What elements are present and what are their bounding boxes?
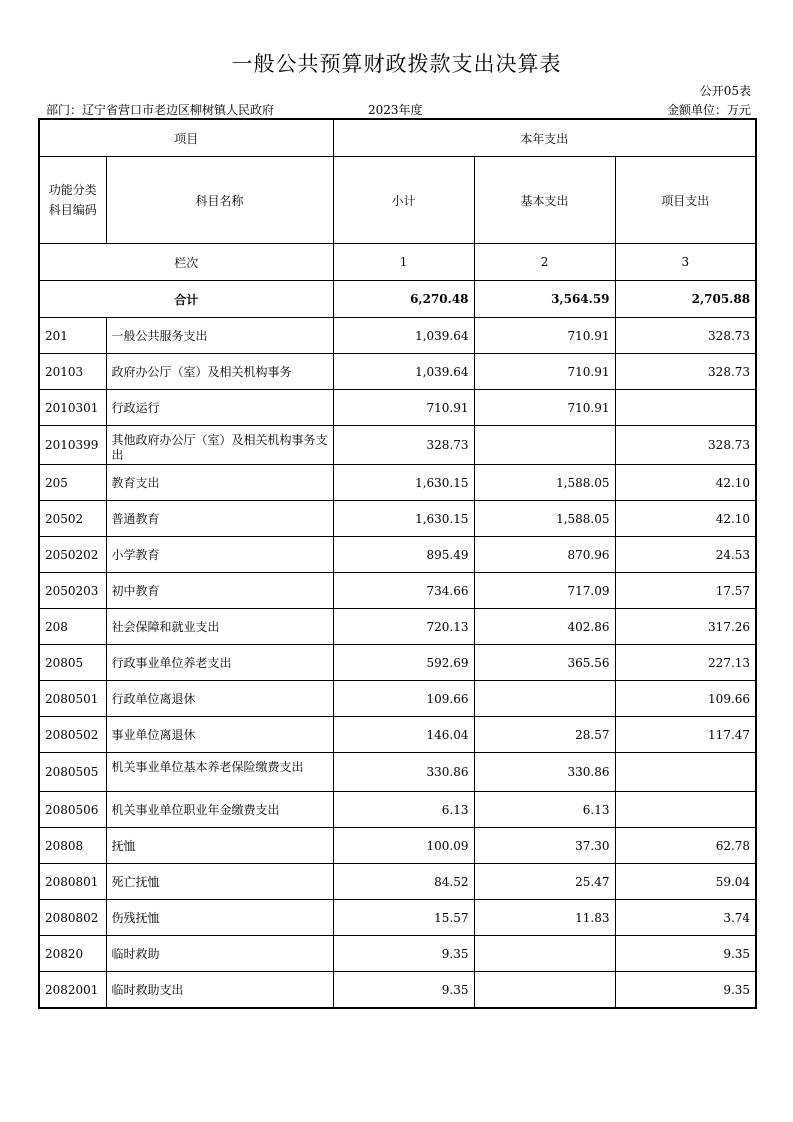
- column-3: 3: [615, 244, 756, 281]
- row-code: 2080501: [39, 681, 106, 717]
- row-project: 24.53: [615, 537, 756, 573]
- table-row: [39, 972, 756, 1009]
- column-1: 1: [333, 244, 474, 281]
- department-label: 部门：辽宁省营口市老边区柳树镇人民政府: [46, 103, 275, 117]
- row-project: 3.74: [615, 900, 756, 936]
- row-code: 208: [39, 609, 106, 645]
- row-subtotal: 592.69: [333, 645, 474, 681]
- row-name: 事业单位离退休: [106, 717, 333, 753]
- row-project: 9.35: [615, 972, 756, 1009]
- row-project: 117.47: [615, 717, 756, 753]
- row-code: 2010399: [39, 426, 106, 465]
- table-row: [39, 573, 756, 609]
- row-project: 317.26: [615, 609, 756, 645]
- row-subtotal: 15.57: [333, 900, 474, 936]
- row-project: [615, 753, 756, 792]
- total-label: 合计: [39, 281, 333, 318]
- row-code: 2080505: [39, 753, 106, 792]
- row-basic: [474, 426, 615, 465]
- row-project: 42.10: [615, 501, 756, 537]
- row-subtotal: 1,630.15: [333, 501, 474, 537]
- row-name: 社会保障和就业支出: [106, 609, 333, 645]
- row-name: 死亡抚恤: [106, 864, 333, 900]
- table-row: [39, 792, 756, 828]
- row-subtotal: 146.04: [333, 717, 474, 753]
- row-project: 59.04: [615, 864, 756, 900]
- row-name: 行政单位离退休: [106, 681, 333, 717]
- row-project: 109.66: [615, 681, 756, 717]
- row-project: [615, 390, 756, 426]
- total-project: 2,705.88: [615, 281, 756, 318]
- column-label: 栏次: [39, 244, 333, 281]
- table-row: [39, 390, 756, 426]
- row-basic: 37.30: [474, 828, 615, 864]
- row-subtotal: 84.52: [333, 864, 474, 900]
- header-current-year: 本年支出: [333, 119, 756, 157]
- row-basic: 710.91: [474, 390, 615, 426]
- row-basic: 6.13: [474, 792, 615, 828]
- row-name: 伤残抚恤: [106, 900, 333, 936]
- row-basic: 870.96: [474, 537, 615, 573]
- row-project: 9.35: [615, 936, 756, 972]
- row-project: 328.73: [615, 354, 756, 390]
- table-row: [39, 828, 756, 864]
- row-basic: 717.09: [474, 573, 615, 609]
- row-code: 2082001: [39, 972, 106, 1009]
- row-basic: [474, 972, 615, 1009]
- year-label: 2023年度: [368, 103, 423, 117]
- row-name-text: 机关事业单位基本养老保险缴费支出: [111, 759, 304, 774]
- header-item: 项目: [39, 119, 333, 157]
- total-row: [39, 281, 756, 318]
- row-subtotal: 710.91: [333, 390, 474, 426]
- table-row: [39, 864, 756, 900]
- row-name-text: 其他政府办公厅（室）及相关机构事务支出: [111, 432, 328, 461]
- row-name: [106, 753, 333, 792]
- row-name: 小学教育: [106, 537, 333, 573]
- row-name: 行政运行: [106, 390, 333, 426]
- row-subtotal: 6.13: [333, 792, 474, 828]
- header-code: [39, 157, 106, 244]
- table-row: [39, 465, 756, 501]
- row-basic: 402.86: [474, 609, 615, 645]
- row-basic: 1,588.05: [474, 501, 615, 537]
- row-project: 42.10: [615, 465, 756, 501]
- table-row: [39, 426, 756, 465]
- row-basic: 11.83: [474, 900, 615, 936]
- row-subtotal: 720.13: [333, 609, 474, 645]
- table-row: [39, 753, 756, 792]
- total-subtotal: 6,270.48: [333, 281, 474, 318]
- row-basic: [474, 681, 615, 717]
- row-code: 20820: [39, 936, 106, 972]
- row-name: 初中教育: [106, 573, 333, 609]
- row-name: 一般公共服务支出: [106, 318, 333, 354]
- row-subtotal: 9.35: [333, 972, 474, 1009]
- row-basic: 28.57: [474, 717, 615, 753]
- row-subtotal: 734.66: [333, 573, 474, 609]
- row-code: 201: [39, 318, 106, 354]
- header-basic: 基本支出: [474, 157, 615, 244]
- table-row: [39, 501, 756, 537]
- row-code: 20502: [39, 501, 106, 537]
- row-code: 20805: [39, 645, 106, 681]
- header-row-1: [39, 119, 756, 157]
- row-code: 2080506: [39, 792, 106, 828]
- table-row: [39, 318, 756, 354]
- row-name: [106, 426, 333, 465]
- row-code: 2080801: [39, 864, 106, 900]
- row-basic: 330.86: [474, 753, 615, 792]
- column-index-row: [39, 244, 756, 281]
- form-number: 公开05表: [699, 84, 751, 98]
- row-name: 临时救助: [106, 936, 333, 972]
- row-name: 行政事业单位养老支出: [106, 645, 333, 681]
- row-project: 227.13: [615, 645, 756, 681]
- expenditure-table: [38, 118, 757, 1009]
- row-project: 17.57: [615, 573, 756, 609]
- header-code-line1: 功能分类: [48, 183, 97, 197]
- row-subtotal: 1,039.64: [333, 354, 474, 390]
- row-name: 临时救助支出: [106, 972, 333, 1009]
- table-row: [39, 900, 756, 936]
- row-project: 328.73: [615, 426, 756, 465]
- row-name: 机关事业单位职业年金缴费支出: [106, 792, 333, 828]
- table-row: [39, 717, 756, 753]
- row-subtotal: 330.86: [333, 753, 474, 792]
- header-row-2: [39, 157, 756, 244]
- row-subtotal: 9.35: [333, 936, 474, 972]
- table-row: [39, 537, 756, 573]
- page-title: 一般公共预算财政拨款支出决算表: [231, 52, 562, 76]
- row-basic: [474, 936, 615, 972]
- row-subtotal: 100.09: [333, 828, 474, 864]
- row-basic: 710.91: [474, 354, 615, 390]
- row-basic: 365.56: [474, 645, 615, 681]
- row-code: 20808: [39, 828, 106, 864]
- header-name: 科目名称: [106, 157, 333, 244]
- header-code-line2: 科目编码: [48, 203, 97, 217]
- row-subtotal: 328.73: [333, 426, 474, 465]
- row-project: 62.78: [615, 828, 756, 864]
- row-code: 2080502: [39, 717, 106, 753]
- column-2: 2: [474, 244, 615, 281]
- table-row: [39, 354, 756, 390]
- row-code: 2080802: [39, 900, 106, 936]
- row-code: 2050202: [39, 537, 106, 573]
- row-subtotal: 895.49: [333, 537, 474, 573]
- row-name: 普通教育: [106, 501, 333, 537]
- row-code: 2050203: [39, 573, 106, 609]
- row-project: 328.73: [615, 318, 756, 354]
- row-basic: 710.91: [474, 318, 615, 354]
- table-row: [39, 681, 756, 717]
- table-row: [39, 645, 756, 681]
- unit-label: 金额单位：万元: [666, 103, 751, 117]
- table-row: [39, 936, 756, 972]
- row-code: 20103: [39, 354, 106, 390]
- row-code: 2010301: [39, 390, 106, 426]
- table-row: [39, 609, 756, 645]
- row-name: 抚恤: [106, 828, 333, 864]
- row-basic: 1,588.05: [474, 465, 615, 501]
- row-subtotal: 1,039.64: [333, 318, 474, 354]
- row-name: 政府办公厅（室）及相关机构事务: [106, 354, 333, 390]
- row-subtotal: 109.66: [333, 681, 474, 717]
- row-code: 205: [39, 465, 106, 501]
- header-project: 项目支出: [615, 157, 756, 244]
- row-subtotal: 1,630.15: [333, 465, 474, 501]
- total-basic: 3,564.59: [474, 281, 615, 318]
- row-name: 教育支出: [106, 465, 333, 501]
- row-project: [615, 792, 756, 828]
- header-subtotal: 小计: [333, 157, 474, 244]
- row-basic: 25.47: [474, 864, 615, 900]
